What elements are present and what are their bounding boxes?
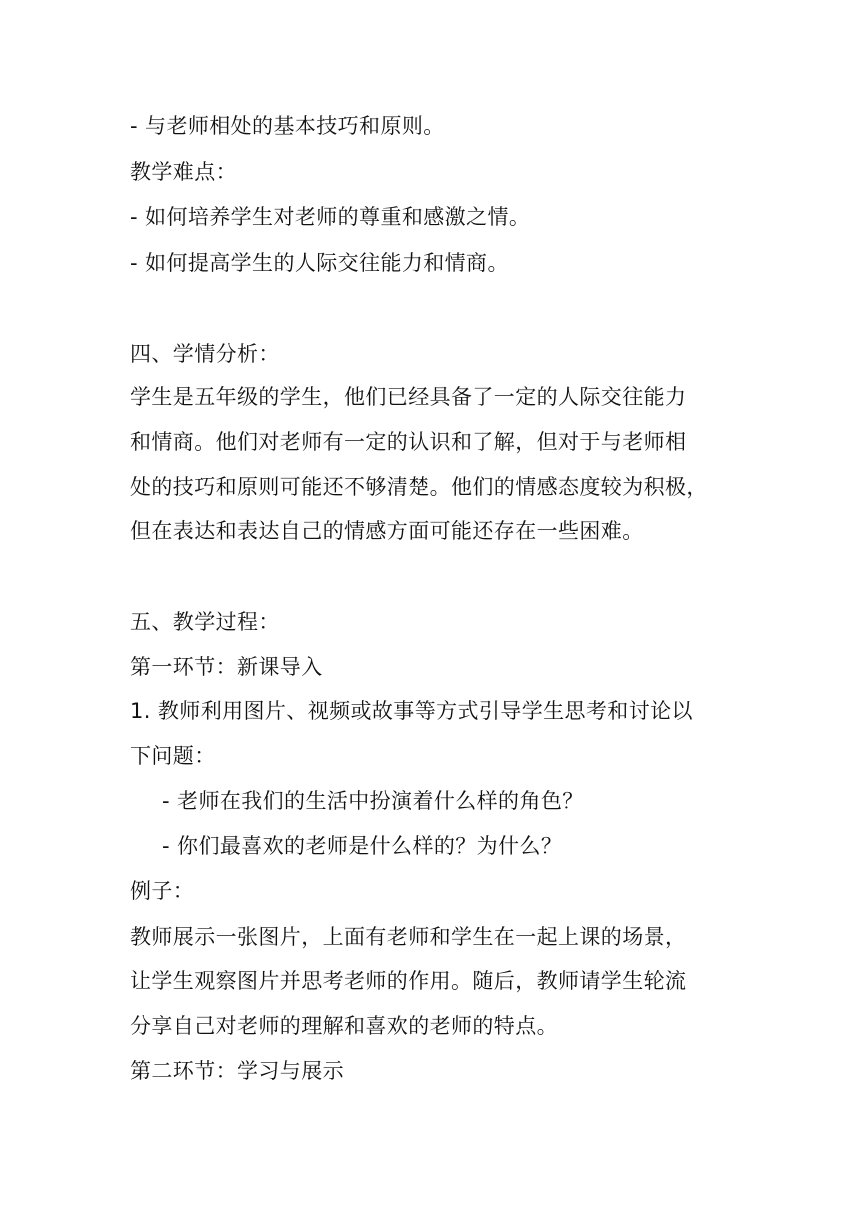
paragraph-line: 学生是五年级的学生，他们已经具备了一定的人际交往能力 xyxy=(130,385,687,409)
bullet-line: - 与老师相处的基本技巧和原则。 xyxy=(130,114,445,138)
paragraph-line: 下问题： xyxy=(130,744,216,768)
subheading-stage-1: 第一环节：新课导入 xyxy=(130,655,323,679)
section-heading-5: 五、教学过程： xyxy=(130,610,280,634)
paragraph-line: 让学生观察图片并思考老师的作用。随后，教师请学生轮流 xyxy=(130,969,687,993)
paragraph-line: 教师展示一张图片，上面有老师和学生在一起上课的场景， xyxy=(130,925,687,949)
subheading-stage-2: 第二环节：学习与展示 xyxy=(130,1059,344,1083)
section-heading-4: 四、学情分析： xyxy=(130,342,280,366)
paragraph-line: 处的技巧和原则可能还不够清楚。他们的情感态度较为积极， xyxy=(130,475,708,499)
bullet-line: - 如何提高学生的人际交往能力和情商。 xyxy=(130,251,509,275)
bullet-line: - 如何培养学生对老师的尊重和感激之情。 xyxy=(130,205,531,229)
paragraph-line: 分享自己对老师的理解和喜欢的老师的特点。 xyxy=(130,1014,558,1038)
question-line: - 老师在我们的生活中扮演着什么样的角色？ xyxy=(162,789,584,813)
question-line: - 你们最喜欢的老师是什么样的？为什么？ xyxy=(162,834,563,858)
paragraph-line: 但在表达和表达自己的情感方面可能还存在一些困难。 xyxy=(130,519,644,543)
subheading-difficulties: 教学难点： xyxy=(130,160,237,184)
paragraph-line: 和情商。他们对老师有一定的认识和了解，但对于与老师相 xyxy=(130,430,687,454)
paragraph-line: 1. 教师利用图片、视频或故事等方式引导学生思考和讨论以 xyxy=(130,699,693,723)
example-heading: 例子： xyxy=(130,879,195,903)
